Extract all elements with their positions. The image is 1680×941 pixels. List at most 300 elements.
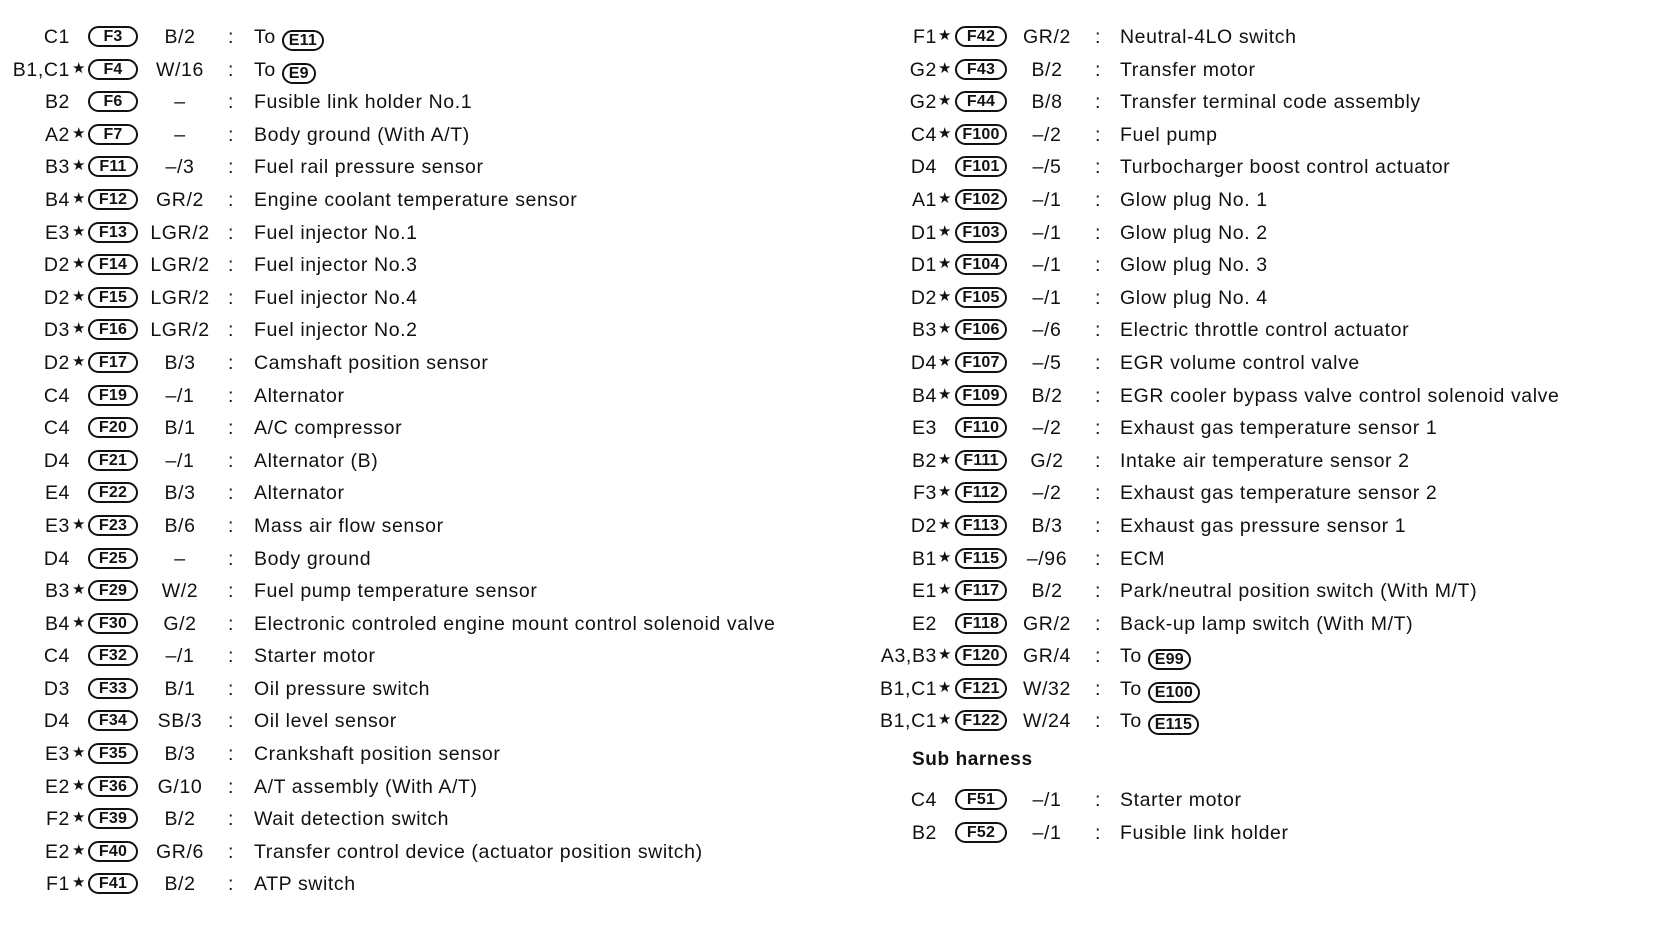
star-icon: ★ bbox=[72, 352, 87, 370]
connector-code: F40 bbox=[88, 841, 138, 862]
star-icon: ★ bbox=[72, 189, 87, 207]
wire-color-pins: B/8 bbox=[1031, 91, 1063, 114]
description-text: To bbox=[1120, 677, 1142, 700]
wire-color-pins: GR/2 bbox=[1023, 26, 1071, 48]
grid-location: B4 bbox=[44, 612, 70, 635]
separator: : bbox=[1095, 384, 1102, 407]
component-description bbox=[254, 287, 418, 310]
wire-color-pins: –/1 bbox=[1032, 789, 1062, 812]
component-description bbox=[254, 59, 316, 84]
connector-row bbox=[880, 605, 1414, 638]
star-icon: ★ bbox=[72, 613, 87, 631]
connector-code: F105 bbox=[955, 287, 1007, 308]
separator: : bbox=[1095, 547, 1102, 570]
description-text: To bbox=[1120, 710, 1142, 733]
connector-code: F23 bbox=[88, 515, 138, 536]
grid-location: A1 bbox=[911, 188, 937, 211]
separator: : bbox=[228, 743, 235, 766]
wire-color-pins: G/10 bbox=[157, 775, 203, 798]
wire-color-pins: – bbox=[174, 547, 186, 570]
sub-harness-heading: Sub harness bbox=[912, 749, 1033, 771]
wire-color-pins: B/2 bbox=[164, 808, 196, 831]
description-text: Transfer terminal code assembly bbox=[1120, 91, 1421, 114]
right-connector-list bbox=[880, 18, 1560, 846]
connector-code: F102 bbox=[955, 189, 1007, 210]
star-icon: ★ bbox=[938, 385, 953, 403]
grid-location: G2 bbox=[909, 91, 937, 114]
connector-code: F13 bbox=[88, 222, 138, 243]
wire-color-pins: –/1 bbox=[1032, 286, 1062, 309]
description-text: Alternator bbox=[254, 482, 345, 505]
grid-location: F3 bbox=[913, 482, 937, 505]
star-icon: ★ bbox=[938, 581, 953, 599]
separator: : bbox=[228, 580, 235, 603]
component-description bbox=[254, 645, 376, 668]
description-text: Crankshaft position sensor bbox=[254, 743, 501, 766]
separator: : bbox=[228, 351, 235, 374]
star-icon: ★ bbox=[72, 320, 87, 338]
description-text: Exhaust gas temperature sensor 2 bbox=[1120, 482, 1438, 505]
connector-code: F14 bbox=[88, 254, 138, 275]
separator: : bbox=[1095, 26, 1102, 48]
star-icon: ★ bbox=[72, 59, 87, 77]
connector-row bbox=[880, 409, 1438, 442]
description-text: Starter motor bbox=[1120, 789, 1242, 812]
description-text: Mass air flow sensor bbox=[254, 514, 444, 537]
component-description bbox=[254, 156, 484, 179]
separator: : bbox=[1095, 449, 1102, 472]
grid-location: C4 bbox=[910, 123, 937, 146]
connector-code: F115 bbox=[955, 548, 1007, 569]
grid-location: E3 bbox=[911, 417, 937, 440]
description-text: Alternator (B) bbox=[254, 449, 379, 472]
component-description bbox=[254, 189, 577, 212]
connector-code: F42 bbox=[955, 26, 1007, 47]
wire-color-pins: GR/2 bbox=[1023, 612, 1071, 635]
star-icon: ★ bbox=[938, 27, 953, 44]
connector-code: F12 bbox=[88, 189, 138, 210]
separator: : bbox=[1095, 319, 1102, 342]
description-text: Fuel pump bbox=[1120, 123, 1218, 146]
grid-location: E1 bbox=[911, 580, 937, 603]
connector-code: F33 bbox=[88, 678, 138, 699]
target-connector-code: E99 bbox=[1148, 649, 1191, 670]
grid-location: B1,C1 bbox=[880, 677, 938, 700]
star-icon: ★ bbox=[938, 124, 953, 142]
description-text: Intake air temperature sensor 2 bbox=[1120, 449, 1410, 472]
wire-color-pins: B/2 bbox=[1031, 384, 1063, 407]
connector-row bbox=[880, 442, 1410, 475]
description-text: Glow plug No. 2 bbox=[1120, 221, 1268, 244]
connector-code: F19 bbox=[88, 385, 138, 406]
connector-code: F107 bbox=[955, 352, 1007, 373]
wire-color-pins: B/6 bbox=[164, 514, 196, 537]
separator: : bbox=[228, 91, 235, 114]
target-connector-code: E9 bbox=[282, 63, 316, 84]
connector-row bbox=[880, 344, 1360, 377]
description-text: Oil pressure switch bbox=[254, 677, 431, 700]
connector-row bbox=[880, 814, 1289, 847]
connector-code: F112 bbox=[955, 482, 1007, 503]
wire-color-pins: B/2 bbox=[1031, 580, 1063, 603]
wire-color-pins: –/96 bbox=[1026, 547, 1068, 570]
wire-color-pins: –/2 bbox=[1032, 123, 1062, 146]
connector-code: F41 bbox=[88, 873, 138, 894]
separator: : bbox=[1095, 254, 1102, 277]
star-icon: ★ bbox=[938, 59, 953, 77]
wire-color-pins: –/1 bbox=[165, 384, 195, 407]
connector-code: F32 bbox=[88, 645, 138, 666]
description-text: Electronic controled engine mount control solenoid valve bbox=[254, 612, 776, 635]
description-text: Fuel rail pressure sensor bbox=[254, 156, 484, 179]
description-text: A/T assembly (With A/T) bbox=[254, 775, 478, 798]
description-text: To bbox=[1120, 645, 1142, 668]
connector-row bbox=[880, 279, 1268, 312]
star-icon: ★ bbox=[938, 255, 953, 273]
grid-location: E3 bbox=[44, 514, 70, 537]
separator: : bbox=[1095, 156, 1102, 179]
connector-code: F7 bbox=[88, 124, 138, 145]
grid-location: D2 bbox=[43, 286, 70, 309]
component-description bbox=[254, 613, 775, 636]
connector-code: F35 bbox=[88, 743, 138, 764]
star-icon: ★ bbox=[72, 515, 87, 533]
grid-location: E3 bbox=[44, 221, 70, 244]
description-text: Exhaust gas pressure sensor 1 bbox=[1120, 514, 1407, 537]
target-connector-code: E11 bbox=[282, 30, 324, 51]
separator: : bbox=[228, 710, 235, 733]
grid-location: E2 bbox=[44, 775, 70, 798]
connector-code: F4 bbox=[88, 59, 138, 80]
description-text: EGR volume control valve bbox=[1120, 351, 1360, 374]
separator: : bbox=[1095, 514, 1102, 537]
description-text: Back-up lamp switch (With M/T) bbox=[1120, 612, 1414, 635]
component-description bbox=[1120, 319, 1409, 342]
grid-location: B4 bbox=[44, 188, 70, 211]
connector-row bbox=[880, 246, 1268, 279]
wire-color-pins: –/1 bbox=[165, 449, 195, 472]
description-text: Fusible link holder No.1 bbox=[254, 91, 473, 114]
connector-code: F16 bbox=[88, 319, 138, 340]
separator: : bbox=[228, 286, 235, 309]
right-connector-rows bbox=[880, 18, 1560, 735]
description-text: Starter motor bbox=[254, 645, 376, 668]
grid-location: D1 bbox=[910, 221, 937, 244]
description-text: EGR cooler bypass valve control solenoid valve bbox=[1120, 384, 1560, 407]
grid-location: D4 bbox=[910, 351, 937, 374]
connector-row bbox=[880, 311, 1410, 344]
component-description bbox=[1120, 287, 1268, 310]
component-description bbox=[1120, 254, 1268, 277]
grid-location: C4 bbox=[910, 789, 937, 812]
description-text: Fuel pump temperature sensor bbox=[254, 580, 538, 603]
connector-row bbox=[880, 51, 1256, 84]
star-icon: ★ bbox=[72, 841, 87, 859]
grid-location: F2 bbox=[46, 808, 70, 831]
connector-code: F43 bbox=[955, 59, 1007, 80]
component-description bbox=[1120, 613, 1413, 636]
wire-color-pins: W/24 bbox=[1023, 710, 1071, 733]
component-description bbox=[1120, 417, 1437, 440]
star-icon: ★ bbox=[72, 581, 87, 599]
description-text: Camshaft position sensor bbox=[254, 351, 489, 374]
grid-location: F1 bbox=[913, 26, 937, 48]
wire-color-pins: GR/6 bbox=[156, 840, 204, 863]
star-icon: ★ bbox=[72, 874, 87, 892]
separator: : bbox=[1095, 821, 1102, 844]
component-description bbox=[254, 450, 378, 473]
star-icon: ★ bbox=[938, 189, 953, 207]
connector-code: F6 bbox=[88, 91, 138, 112]
connector-code: F30 bbox=[88, 613, 138, 634]
grid-location: B2 bbox=[911, 449, 937, 472]
description-text: Glow plug No. 1 bbox=[1120, 188, 1268, 211]
component-description bbox=[1120, 450, 1410, 473]
component-description bbox=[254, 352, 488, 375]
wire-color-pins: B/2 bbox=[164, 26, 196, 48]
separator: : bbox=[1095, 221, 1102, 244]
separator: : bbox=[1095, 417, 1102, 440]
star-icon: ★ bbox=[72, 776, 87, 794]
component-description bbox=[254, 776, 478, 799]
grid-location: B3 bbox=[44, 156, 70, 179]
separator: : bbox=[1095, 580, 1102, 603]
connector-row bbox=[880, 474, 1438, 507]
component-description bbox=[1120, 822, 1289, 845]
wire-color-pins: LGR/2 bbox=[150, 254, 210, 277]
connector-row bbox=[880, 670, 1193, 703]
description-text: ECM bbox=[1120, 547, 1166, 570]
component-description bbox=[1120, 26, 1297, 49]
star-icon: ★ bbox=[938, 352, 953, 370]
description-text: Transfer control device (actuator position switch) bbox=[254, 840, 703, 863]
separator: : bbox=[228, 221, 235, 244]
separator: : bbox=[1095, 710, 1102, 733]
connector-code: F103 bbox=[955, 222, 1007, 243]
description-text: Park/neutral position switch (With M/T) bbox=[1120, 580, 1478, 603]
target-connector-code: E100 bbox=[1148, 682, 1200, 703]
connector-row bbox=[880, 702, 1193, 735]
component-description bbox=[254, 710, 397, 733]
star-icon: ★ bbox=[72, 744, 87, 762]
component-description bbox=[1120, 385, 1559, 408]
wire-color-pins: –/3 bbox=[165, 156, 195, 179]
connector-code: F29 bbox=[88, 580, 138, 601]
separator: : bbox=[228, 808, 235, 831]
separator: : bbox=[228, 514, 235, 537]
connector-code: F110 bbox=[955, 417, 1007, 438]
grid-location: B3 bbox=[911, 319, 937, 342]
grid-location: C1 bbox=[43, 26, 70, 48]
wire-color-pins: GR/4 bbox=[1023, 645, 1071, 668]
connector-code: F36 bbox=[88, 776, 138, 797]
description-text: To bbox=[254, 58, 276, 81]
connector-row bbox=[880, 637, 1184, 670]
grid-location: A3,B3 bbox=[880, 645, 937, 668]
separator: : bbox=[1095, 677, 1102, 700]
separator: : bbox=[228, 319, 235, 342]
connector-row bbox=[880, 18, 1297, 51]
component-description bbox=[254, 124, 470, 147]
component-description bbox=[254, 222, 418, 245]
grid-location: B4 bbox=[911, 384, 937, 407]
component-description bbox=[254, 417, 402, 440]
connector-code: F20 bbox=[88, 417, 138, 438]
separator: : bbox=[228, 26, 235, 48]
grid-location: D2 bbox=[910, 286, 937, 309]
grid-location: B2 bbox=[44, 91, 70, 114]
description-text: Alternator bbox=[254, 384, 345, 407]
connector-row bbox=[880, 116, 1218, 149]
wire-color-pins: SB/3 bbox=[157, 710, 203, 733]
star-icon: ★ bbox=[938, 711, 953, 729]
connector-code: F118 bbox=[955, 613, 1007, 634]
wire-color-pins: –/2 bbox=[1032, 417, 1062, 440]
connector-code: F34 bbox=[88, 710, 138, 731]
description-text: Exhaust gas temperature sensor 1 bbox=[1120, 417, 1438, 440]
star-icon: ★ bbox=[938, 646, 953, 664]
component-description bbox=[1120, 222, 1268, 245]
sub-harness-rows bbox=[880, 781, 1289, 846]
separator: : bbox=[228, 482, 235, 505]
connector-row bbox=[880, 83, 1421, 116]
connector-code: F106 bbox=[955, 319, 1007, 340]
star-icon: ★ bbox=[72, 124, 87, 142]
description-text: Body ground bbox=[254, 547, 372, 570]
connector-code: F17 bbox=[88, 352, 138, 373]
grid-location: D1 bbox=[910, 254, 937, 277]
separator: : bbox=[228, 123, 235, 146]
connector-code: F121 bbox=[955, 678, 1007, 699]
connector-code: F15 bbox=[88, 287, 138, 308]
connector-row bbox=[880, 214, 1268, 247]
description-text: To bbox=[254, 26, 276, 48]
separator: : bbox=[1095, 58, 1102, 81]
component-description bbox=[1120, 678, 1200, 703]
wire-color-pins: W/16 bbox=[156, 58, 204, 81]
target-connector-code: E115 bbox=[1148, 714, 1199, 735]
wire-color-pins: B/3 bbox=[1031, 514, 1063, 537]
connector-row bbox=[880, 781, 1242, 814]
separator: : bbox=[228, 254, 235, 277]
wire-color-pins: –/5 bbox=[1032, 351, 1062, 374]
component-description bbox=[1120, 59, 1256, 82]
wire-color-pins: –/1 bbox=[1032, 254, 1062, 277]
description-text: Fuel injector No.4 bbox=[254, 286, 418, 309]
component-description bbox=[1120, 580, 1477, 603]
separator: : bbox=[1095, 286, 1102, 309]
star-icon: ★ bbox=[938, 320, 953, 338]
component-description bbox=[254, 548, 371, 571]
component-description bbox=[254, 482, 345, 505]
grid-location: C4 bbox=[43, 384, 70, 407]
separator: : bbox=[228, 417, 235, 440]
wire-color-pins: – bbox=[174, 91, 186, 114]
separator: : bbox=[1095, 482, 1102, 505]
wire-color-pins: –/1 bbox=[1032, 821, 1062, 844]
component-description bbox=[254, 385, 345, 408]
wire-color-pins: B/1 bbox=[164, 677, 196, 700]
separator: : bbox=[228, 384, 235, 407]
wire-color-pins: B/2 bbox=[1031, 58, 1063, 81]
star-icon: ★ bbox=[72, 222, 87, 240]
separator: : bbox=[228, 547, 235, 570]
connector-code: F100 bbox=[955, 124, 1007, 145]
wire-color-pins: GR/2 bbox=[156, 188, 204, 211]
grid-location: C4 bbox=[43, 417, 70, 440]
star-icon: ★ bbox=[938, 483, 953, 501]
component-description bbox=[254, 743, 500, 766]
separator: : bbox=[228, 612, 235, 635]
grid-location: D2 bbox=[43, 351, 70, 374]
component-description bbox=[254, 873, 356, 896]
grid-location: B1 bbox=[911, 547, 937, 570]
star-icon: ★ bbox=[72, 157, 87, 175]
connector-code: F51 bbox=[955, 789, 1007, 810]
component-description bbox=[254, 678, 430, 701]
connector-code: F52 bbox=[955, 822, 1007, 843]
connector-code: F111 bbox=[955, 450, 1007, 471]
wire-color-pins: LGR/2 bbox=[150, 319, 210, 342]
wire-color-pins: – bbox=[174, 123, 186, 146]
separator: : bbox=[228, 58, 235, 81]
description-text: Engine coolant temperature sensor bbox=[254, 188, 578, 211]
star-icon: ★ bbox=[938, 222, 953, 240]
component-description bbox=[1120, 124, 1218, 147]
connector-row bbox=[880, 377, 1560, 410]
description-text: Neutral-4LO switch bbox=[1120, 26, 1297, 48]
separator: : bbox=[1095, 351, 1102, 374]
wire-color-pins: B/2 bbox=[164, 873, 196, 896]
component-description bbox=[254, 254, 418, 277]
grid-location: B1,C1 bbox=[12, 58, 70, 81]
grid-location: E2 bbox=[44, 840, 70, 863]
connector-code: F21 bbox=[88, 450, 138, 471]
component-description bbox=[1120, 710, 1199, 735]
grid-location: F1 bbox=[46, 873, 70, 896]
wire-color-pins: B/3 bbox=[164, 351, 196, 374]
star-icon: ★ bbox=[72, 809, 87, 827]
grid-location: B1,C1 bbox=[880, 710, 938, 733]
connector-code: F120 bbox=[955, 645, 1007, 666]
wire-color-pins: G/2 bbox=[163, 612, 197, 635]
description-text: Oil level sensor bbox=[254, 710, 397, 733]
connector-code: F44 bbox=[955, 91, 1007, 112]
grid-location: D3 bbox=[43, 677, 70, 700]
component-description bbox=[1120, 189, 1268, 212]
star-icon: ★ bbox=[938, 450, 953, 468]
separator: : bbox=[228, 645, 235, 668]
star-icon: ★ bbox=[938, 678, 953, 696]
connector-code: F11 bbox=[88, 156, 138, 177]
wire-color-pins: LGR/2 bbox=[150, 286, 210, 309]
grid-location: D4 bbox=[43, 547, 70, 570]
separator: : bbox=[1095, 123, 1102, 146]
description-text: Body ground (With A/T) bbox=[254, 123, 470, 146]
wire-color-pins: –/2 bbox=[1032, 482, 1062, 505]
component-description bbox=[1120, 515, 1406, 538]
separator: : bbox=[1095, 789, 1102, 812]
wire-color-pins: –/1 bbox=[165, 645, 195, 668]
description-text: Fuel injector No.1 bbox=[254, 221, 418, 244]
component-description bbox=[1120, 352, 1360, 375]
wire-color-pins: B/1 bbox=[164, 417, 196, 440]
grid-location: D2 bbox=[43, 254, 70, 277]
component-description bbox=[1120, 645, 1191, 670]
separator: : bbox=[1095, 612, 1102, 635]
grid-location: E4 bbox=[44, 482, 70, 505]
description-text: Fuel injector No.3 bbox=[254, 254, 418, 277]
